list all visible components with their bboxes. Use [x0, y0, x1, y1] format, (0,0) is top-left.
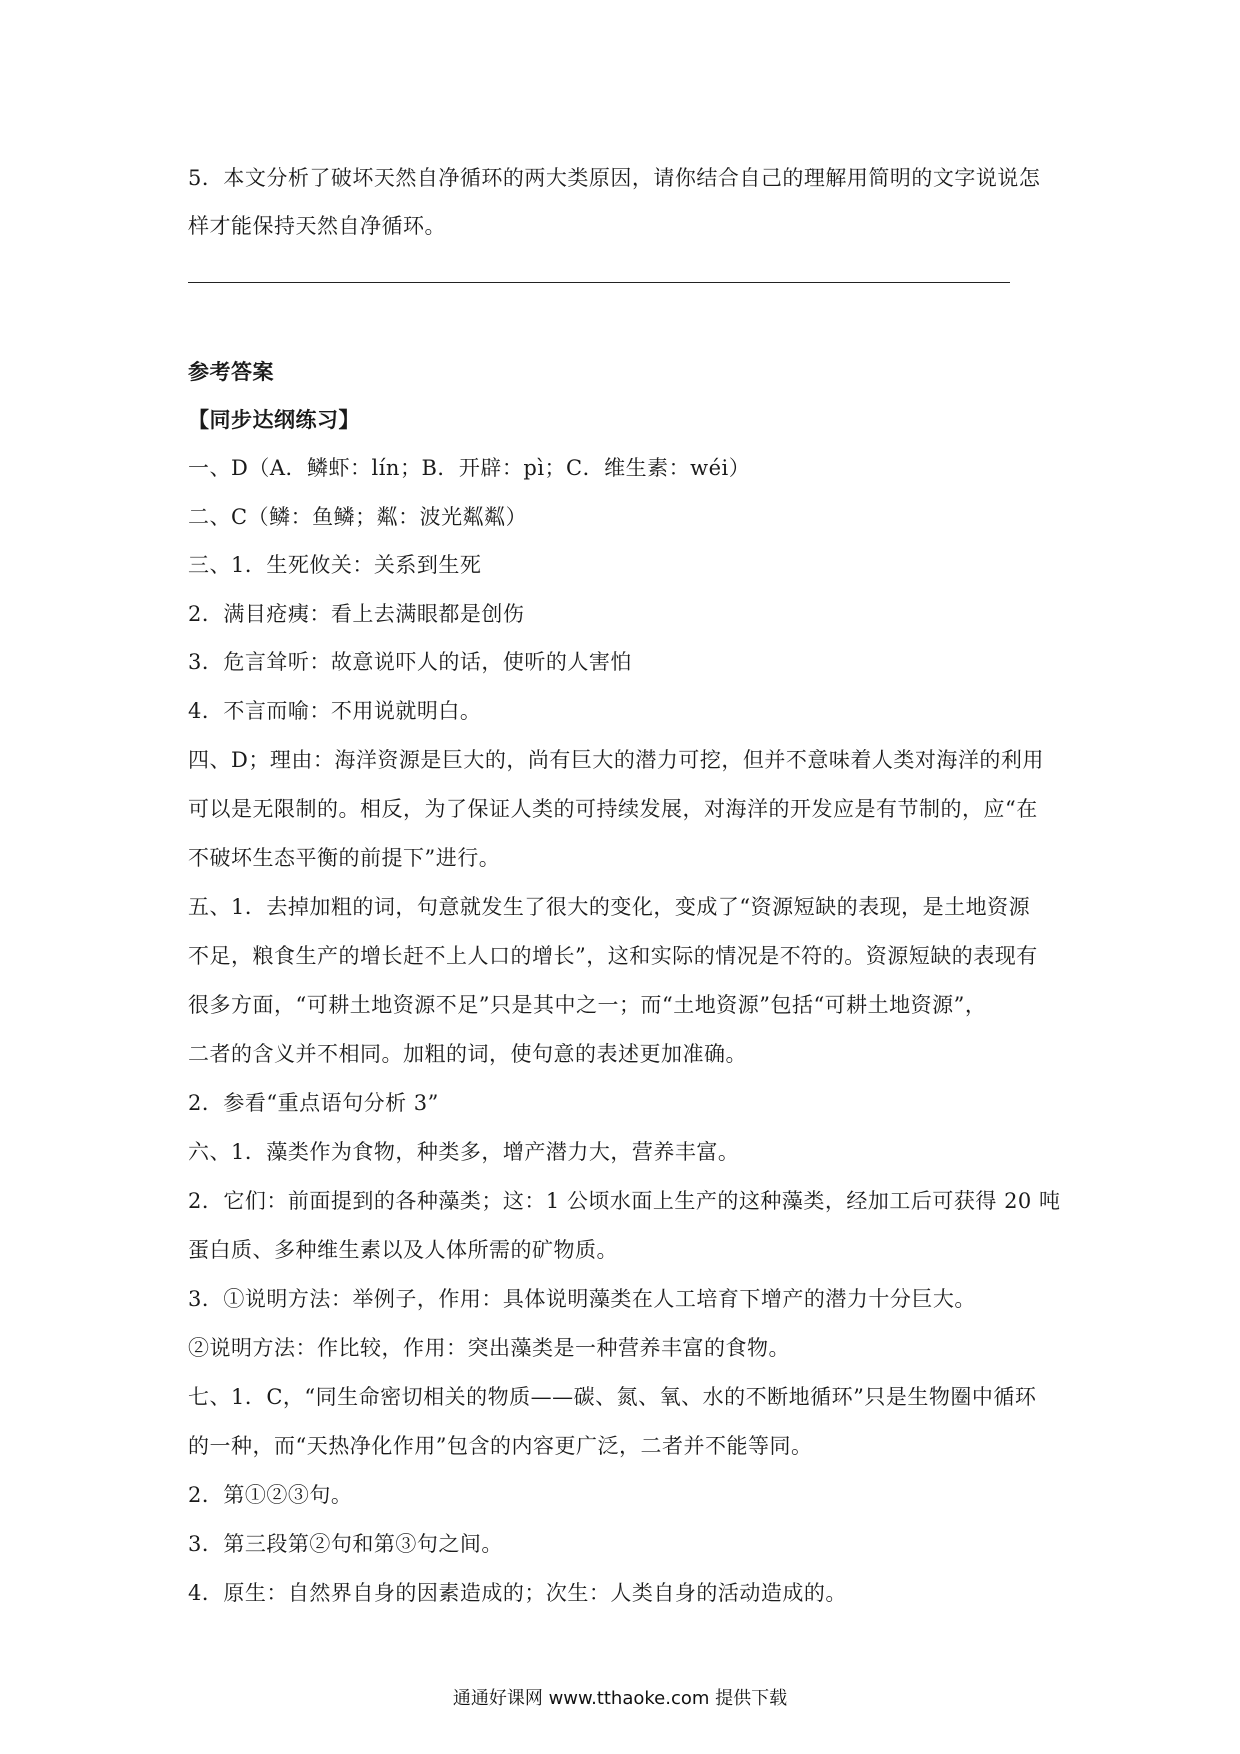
answer-line: 五、1．去掉加粗的词，句意就发生了很大的变化，变成了“资源短缺的表现，是土地资源	[188, 895, 1031, 919]
answer-line: 2．它们：前面提到的各种藻类；这：1 公顷水面上生产的这种藻类，经加工后可获得 20 吨	[188, 1189, 1061, 1213]
answer-line: 4．原生：自然界自身的因素造成的；次生：人类自身的活动造成的。	[188, 1581, 847, 1605]
answer-line: 可以是无限制的。相反，为了保证人类的可持续发展，对海洋的开发应是有节制的，应“在	[188, 797, 1038, 821]
answer-line: 2．参看“重点语句分析 3”	[188, 1091, 439, 1115]
page-footer: 通通好课网 www.tthaoke.com 提供下载	[452, 1688, 788, 1709]
answer-line: ②说明方法：作比较，作用：突出藻类是一种营养丰富的食物。	[188, 1336, 790, 1360]
answer-line: 七、1．C，“同生命密切相关的物质——碳、氮、氧、水的不断地循环”只是生物圈中循环	[188, 1385, 1037, 1409]
answer-line: 2．第①②③句。	[188, 1483, 353, 1507]
question-line-1: 5．本文分析了破坏天然自净循环的两大类原因，请你结合自己的理解用简明的文字说说怎	[188, 166, 1041, 190]
answer-line: 六、1．藻类作为食物，种类多，增产潜力大，营养丰富。	[188, 1140, 740, 1164]
answer-line: 3．①说明方法：举例子，作用：具体说明藻类在人工培育下增产的潜力十分巨大。	[188, 1287, 976, 1311]
question-line-2: 样才能保持天然自净循环。	[188, 214, 446, 238]
answers-title: 参考答案	[188, 360, 274, 384]
answer-line: 蛋白质、多种维生素以及人体所需的矿物质。	[188, 1238, 618, 1262]
answer-line: 2．满目疮痍：看上去满眼都是创伤	[188, 602, 525, 626]
answer-line: 很多方面，“可耕土地资源不足”只是其中之一；而“土地资源”包括“可耕土地资源”，	[188, 993, 987, 1017]
answer-line: 四、D；理由：海洋资源是巨大的，尚有巨大的潜力可挖，但并不意味着人类对海洋的利用	[188, 748, 1044, 772]
answer-line: 3．第三段第②句和第③句之间。	[188, 1532, 503, 1556]
answer-line: 二、C（鳞：鱼鳞；粼：波光粼粼）	[188, 505, 528, 529]
answer-line: 4．不言而喻：不用说就明白。	[188, 699, 482, 723]
section-title: 【同步达纲练习】	[188, 408, 360, 432]
answer-line: 的一种，而“天热净化作用”包含的内容更广泛，二者并不能等同。	[188, 1434, 813, 1458]
answer-line: 3．危言耸听：故意说吓人的话，使听的人害怕	[188, 650, 632, 674]
answer-blank-line	[188, 282, 1010, 283]
answer-line: 二者的含义并不相同。加粗的词，使句意的表述更加准确。	[188, 1042, 747, 1066]
answer-line: 一、D（A．鳞虾：lín；B．开辟：pì；C．维生素：wéi）	[188, 456, 751, 480]
answer-line: 不足，粮食生产的增长赶不上人口的增长”，这和实际的情况是不符的。资源短缺的表现有	[188, 944, 1038, 968]
answer-line: 不破坏生态平衡的前提下”进行。	[188, 846, 501, 870]
answer-line: 三、1．生死攸关：关系到生死	[188, 553, 482, 577]
